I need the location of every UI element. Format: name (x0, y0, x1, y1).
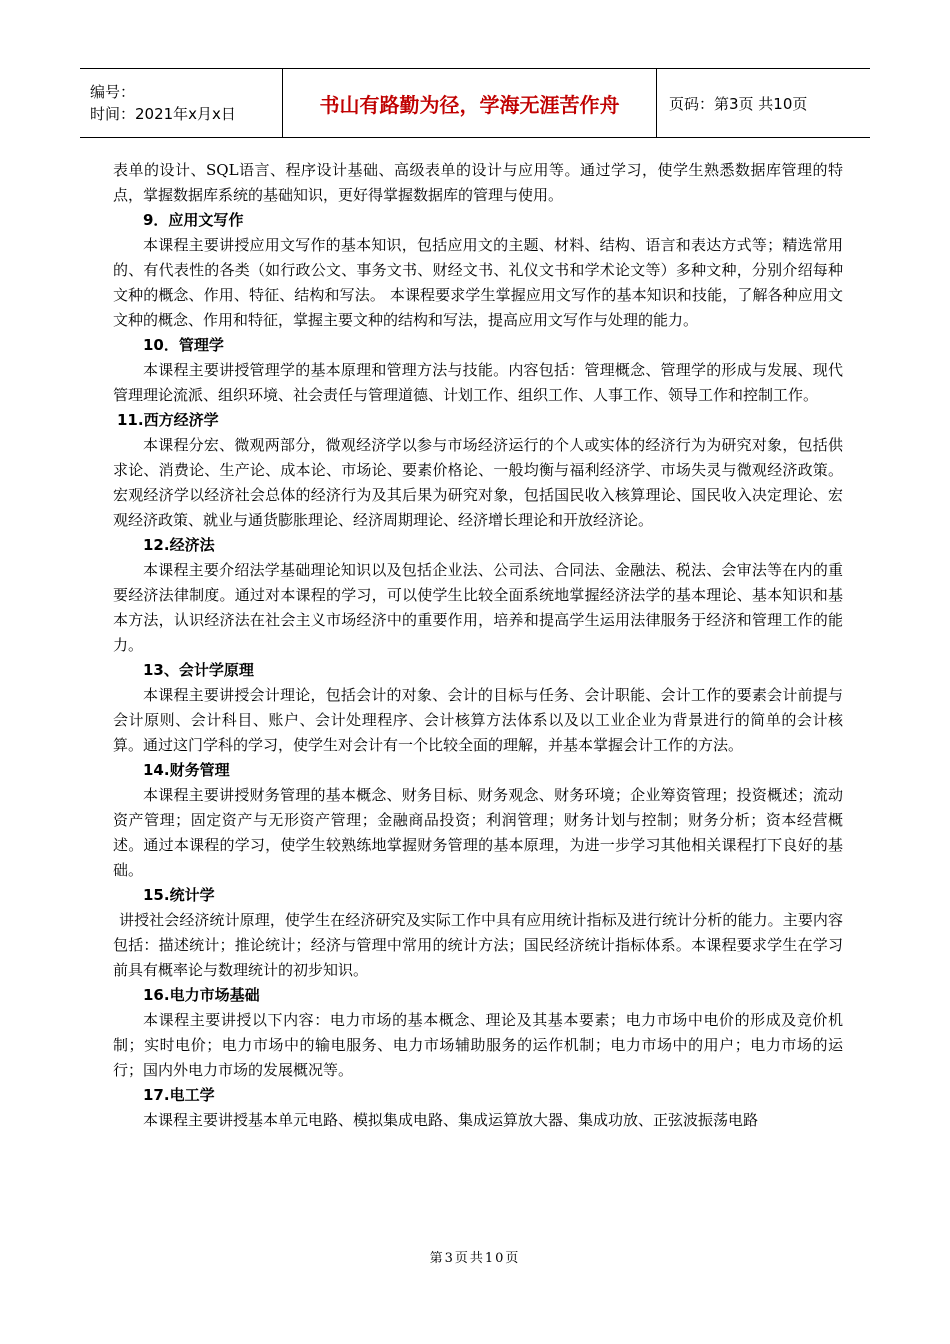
header-motto: 书山有路勤为径，学海无涯苦作舟 (283, 69, 657, 137)
document-body (113, 158, 843, 1133)
section-heading: 11.西方经济学 (117, 411, 219, 429)
body-paragraph: 本课程主要讲授管理学的基本原理和管理方法与技能。内容包括：管理概念、管理学的形成与发展、现代管理理论流派、组织环境、社会责任与管理道德、计划工作、组织工作、人事工作、领导工作和控制工作。 (113, 361, 843, 404)
body-paragraph: 本课程主要讲授应用文写作的基本知识，包括应用文的主题、材料、结构、语言和表达方式等；精选常用的、有代表性的各类（如行政公文、事务文书、财经文书、礼仪文书和学术论文等）多种文种，分别介绍每种文种的概念、作用、特征、结构和写法。 本课程要求学生掌握应用文写作的基本知识和技能，了解各种应用文文种的概念、作用和特征，掌握主要文种的结构和写法，提高应用文写作与处理的能力。 (113, 236, 843, 329)
body-paragraph: 本课程主要讲授以下内容：电力市场的基本概念、理论及其基本要素；电力市场中电价的形成及竞价机制；实时电价；电力市场中的输电服务、电力市场辅助服务的运作机制；电力市场中的用户；电力市场的运行；国内外电力市场的发展概况等。 (113, 1011, 843, 1079)
page-footer: 第3页共10页 (429, 1251, 521, 1266)
section-heading: 9．应用文写作 (143, 211, 244, 229)
section-heading: 16.电力市场基础 (143, 986, 260, 1004)
section-heading: 17.电工学 (143, 1086, 215, 1104)
time-label: 时间：2021年x月x日 (90, 105, 236, 123)
body-paragraph: 本课程主要讲授会计理论，包括会计的对象、会计的目标与任务、会计职能、会计工作的要素会计前提与会计原则、会计科目、账户、会计处理程序、会计核算方法体系以及以工业企业为背景进行的简单的会计核算。通过这门学科的学习，使学生对会计有一个比较全面的理解，并基本掌握会计工作的方法。 (113, 686, 843, 754)
body-paragraph: 本课程分宏、微观两部分，微观经济学以参与市场经济运行的个人或实体的经济行为为研究对象，包括供求论、消费论、生产论、成本论、市场论、要素价格论、一般均衡与福利经济学、市场失灵与微观经济政策。宏观经济学以经济社会总体的经济行为及其后果为研究对象，包括国民收入核算理论、国民收入决定理论、宏观经济政策、就业与通货膨胀理论、经济周期理论、经济增长理论和开放经济论。 (113, 436, 843, 529)
body-paragraph: 本课程主要讲授财务管理的基本概念、财务目标、财务观念、财务环境；企业筹资管理；投资概述；流动资产管理；固定资产与无形资产管理；金融商品投资；利润管理；财务计划与控制；财务分析；资本经营概述。通过本课程的学习，使学生较熟练地掌握财务管理的基本原理，为进一步学习其他相关课程打下良好的基础。 (113, 786, 843, 879)
body-paragraph: 本课程主要讲授基本单元电路、模拟集成电路、集成运算放大器、集成功放、正弦波振荡电路 (143, 1111, 759, 1129)
section-heading: 15.统计学 (143, 886, 215, 904)
section-heading: 14.财务管理 (143, 761, 230, 779)
body-paragraph: 本课程主要介绍法学基础理论知识以及包括企业法、公司法、合同法、金融法、税法、会审法等在内的重要经济法律制度。通过对本课程的学习，可以使学生比较全面系统地掌握经济法学的基本理论、基本知识和基本方法，认识经济法在社会主义市场经济中的重要作用，培养和提高学生运用法律服务于经济和管理工作的能力。 (113, 561, 843, 654)
page-header (80, 68, 870, 138)
body-paragraph: 讲授社会经济统计原理，使学生在经济研究及实际工作中具有应用统计指标及进行统计分析的能力。主要内容包括：描述统计；推论统计；经济与管理中常用的统计方法；国民经济统计指标体系。本课程要求学生在学习前具有概率论与数理统计的初步知识。 (113, 911, 843, 979)
section-heading: 13、会计学原理 (143, 661, 254, 679)
header-page-info: 页码：第3页 共10页 (669, 94, 808, 113)
section-heading: 12.经济法 (143, 536, 215, 554)
number-label: 编号： (90, 83, 136, 101)
body-paragraph: 表单的设计、SQL语言、程序设计基础、高级表单的设计与应用等。通过学习，使学生熟悉数据库管理的特点，掌握数据库系统的基础知识，更好得掌握数据库的管理与使用。 (113, 161, 843, 204)
section-heading: 10．管理学 (143, 336, 224, 354)
header-meta (80, 69, 283, 137)
